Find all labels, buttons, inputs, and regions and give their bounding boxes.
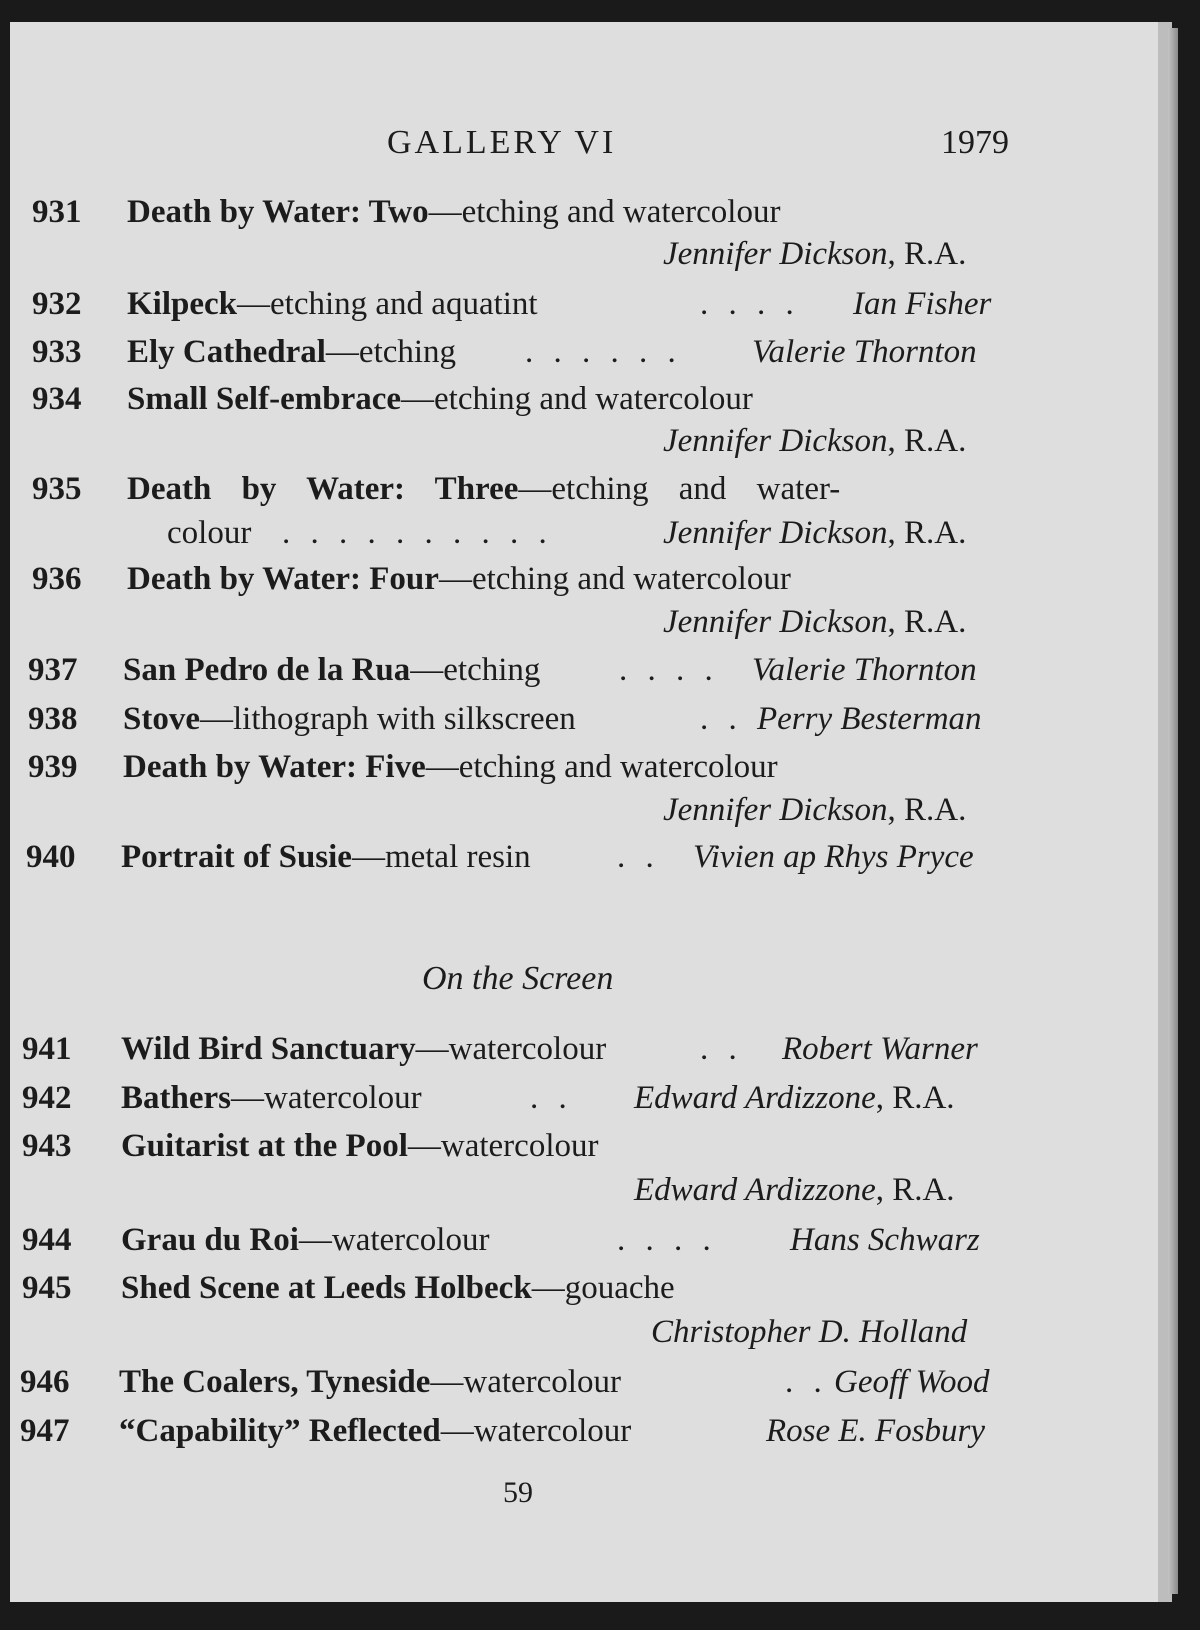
entry-number: 936: [32, 561, 82, 597]
entry-number: 947: [20, 1413, 70, 1449]
entry-title: Death by Water: Four: [127, 561, 439, 597]
entry-description: [121, 1128, 598, 1165]
artist-name: Geoff Wood: [834, 1364, 990, 1400]
artist-suffix: , R.A.: [887, 515, 967, 551]
artist-name: Ian Fisher: [853, 286, 992, 322]
entry-title: Bathers: [121, 1080, 231, 1116]
artist-suffix: , R.A.: [887, 236, 967, 272]
entry-medium: —etching and watercolour: [425, 749, 778, 785]
artist-name: Vivien ap Rhys Pryce: [693, 839, 974, 875]
artist-suffix: , R.A.: [875, 1172, 955, 1208]
entry-description: [121, 1080, 422, 1117]
page-edge: [1168, 28, 1178, 1594]
entry-number: 934: [32, 381, 82, 417]
entry-title: Small Self-embrace: [127, 381, 402, 417]
entry-medium: —etching and water-: [518, 471, 841, 507]
year: 1979: [941, 124, 1009, 161]
entry-artist: [634, 1172, 955, 1209]
gallery-title: GALLERY VI: [387, 124, 617, 161]
artist-suffix: , R.A.: [887, 792, 967, 828]
entry-artist: [663, 515, 966, 552]
entry-title: Kilpeck: [127, 286, 238, 322]
entry-description: [121, 839, 531, 876]
entry-number: 941: [22, 1031, 72, 1067]
entry-number: 944: [22, 1222, 72, 1258]
leader-dots: . . . .: [700, 286, 800, 322]
entry-title: Death by Water: Three: [127, 471, 519, 507]
section-heading: On the Screen: [422, 960, 614, 997]
entry-number: 932: [32, 286, 82, 322]
artist-suffix: , R.A.: [875, 1080, 955, 1116]
artist-name: Valerie Thornton: [752, 334, 977, 370]
entry-medium: —watercolour: [407, 1128, 599, 1164]
page-number: 59: [503, 1476, 533, 1509]
entry-number: 933: [32, 334, 82, 370]
entry-medium: —etching and watercolour: [401, 381, 753, 417]
entry-medium: —etching: [410, 652, 541, 688]
entry-description: [119, 1413, 631, 1450]
entry-number: 942: [22, 1080, 72, 1116]
entry-number: 938: [28, 701, 78, 737]
entry-description: [127, 334, 456, 371]
entry-number: 937: [28, 652, 78, 688]
entry-number: 943: [22, 1128, 72, 1164]
leader-dots: . . . .: [619, 652, 719, 688]
entry-medium: —watercolour: [298, 1222, 490, 1258]
entry-description: [127, 194, 780, 231]
entry-medium: —etching and watercolour: [438, 561, 791, 597]
entry-title: Ely Cathedral: [127, 334, 326, 370]
artist-name: Perry Besterman: [757, 701, 982, 737]
entry-medium: —watercolour: [415, 1031, 607, 1067]
entry-medium: —watercolour: [231, 1080, 422, 1116]
entry-title: Guitarist at the Pool: [121, 1128, 408, 1164]
entry-description: [123, 749, 778, 786]
entry-artist: [663, 236, 966, 273]
entry-medium-continued: colour: [167, 515, 252, 551]
entry-medium: —etching: [325, 334, 457, 370]
entry-description: [119, 1364, 621, 1401]
entry-number: 945: [22, 1270, 72, 1306]
entry-artist: [634, 1080, 955, 1117]
entry-description: [127, 471, 840, 508]
entry-medium: —gouache: [531, 1270, 675, 1306]
entry-title: Stove: [123, 701, 200, 737]
entry-number: 939: [28, 749, 78, 785]
artist-suffix: , R.A.: [887, 423, 967, 459]
artist-name: Rose E. Fosbury: [766, 1413, 986, 1449]
leader-dots: . .: [700, 701, 743, 737]
entry-artist: [663, 604, 966, 641]
artist-name: Edward Ardizzone: [634, 1080, 876, 1116]
entry-number: 940: [26, 839, 76, 875]
leader-dots: . .: [785, 1364, 828, 1400]
entry-description: [127, 381, 753, 418]
entry-description: [127, 286, 538, 323]
entry-title: Death by Water: Two: [127, 194, 429, 230]
entry-title: Portrait of Susie: [121, 839, 352, 875]
entry-medium: —watercolour: [440, 1413, 632, 1449]
entry-medium: —watercolour: [430, 1364, 621, 1400]
artist-name: Edward Ardizzone: [634, 1172, 876, 1208]
artist-name: Jennifer Dickson: [663, 423, 888, 459]
entry-medium: —etching and watercolour: [428, 194, 781, 230]
leader-dots: . . . . . .: [525, 334, 682, 370]
artist-name: Jennifer Dickson: [663, 236, 888, 272]
artist-name: Hans Schwarz: [790, 1222, 980, 1258]
entry-title: San Pedro de la Rua: [123, 652, 411, 688]
artist-name: Robert Warner: [782, 1031, 978, 1067]
leader-dots: . . . .: [617, 1222, 717, 1258]
entry-description: [121, 1031, 606, 1068]
entry-description: [121, 1270, 675, 1307]
entry-description: [127, 561, 791, 598]
artist-suffix: , R.A.: [887, 604, 967, 640]
leader-dots: . .: [700, 1031, 743, 1067]
entry-artist: [663, 792, 966, 829]
entry-title: “Capability” Reflected: [119, 1413, 441, 1449]
entry-title: Death by Water: Five: [123, 749, 426, 785]
artist-name: Valerie Thornton: [752, 652, 977, 688]
entry-title: Shed Scene at Leeds Holbeck: [121, 1270, 532, 1306]
leader-dots: . . . . . . . . . .: [282, 515, 553, 551]
entry-number: 946: [20, 1364, 70, 1400]
artist-name: Jennifer Dickson: [663, 604, 888, 640]
entry-medium: —lithograph with silkscreen: [200, 701, 576, 737]
artist-name: Jennifer Dickson: [663, 792, 888, 828]
entry-title: Grau du Roi: [121, 1222, 299, 1258]
entry-title: Wild Bird Sanctuary: [121, 1031, 416, 1067]
entry-description: [123, 701, 576, 738]
entry-title: The Coalers, Tyneside: [119, 1364, 431, 1400]
entry-number: 931: [32, 194, 82, 230]
artist-name: Jennifer Dickson: [663, 515, 888, 551]
entry-artist: [663, 423, 966, 460]
leader-dots: . .: [530, 1080, 573, 1116]
leader-dots: . .: [617, 839, 660, 875]
entry-medium: —etching and aquatint: [237, 286, 538, 322]
entry-description: [121, 1222, 489, 1259]
entry-description: [123, 652, 540, 689]
artist-name: Christopher D. Holland: [651, 1314, 968, 1350]
entry-medium: —metal resin: [351, 839, 531, 875]
entry-number: 935: [32, 471, 82, 507]
